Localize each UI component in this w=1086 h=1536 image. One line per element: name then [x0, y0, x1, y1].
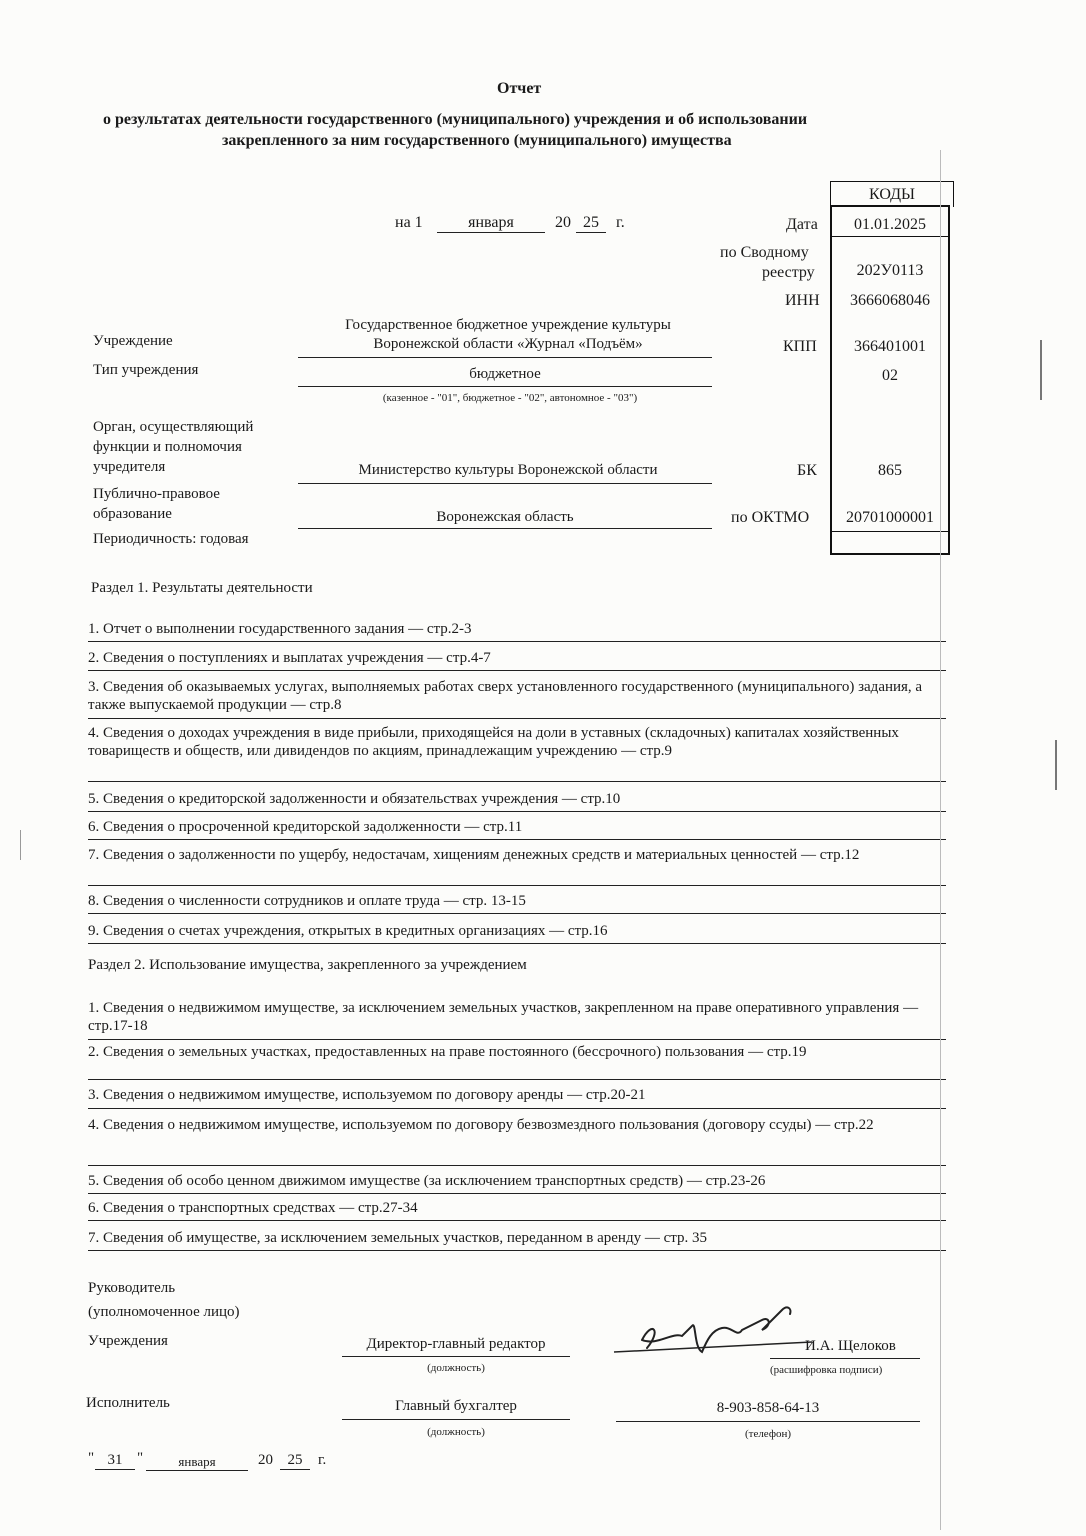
section1-item-5: 5. Сведения о кредиторской задолженности и обязательствах учреждения — стр.10	[88, 791, 621, 807]
entity-label-1: Публично-правовое	[93, 486, 220, 502]
section2-item-5: 5. Сведения об особо ценном движимом имуществе (за исключением транспортных средств) — стр.23-26	[88, 1173, 766, 1189]
section2-item-2: 2. Сведения о земельных участках, предоставленных на праве постоянного (бессрочного) пользования — стр.19	[88, 1044, 807, 1060]
date-prefix: на 1	[395, 214, 423, 231]
institution-name-1: Государственное бюджетное учреждение культуры	[345, 317, 671, 333]
head-label-1: Руководитель	[88, 1280, 176, 1296]
executor-phone: 8-903-858-64-13	[716, 1400, 820, 1416]
head-label-2: (уполномоченное лицо)	[88, 1304, 240, 1320]
institution-name-2: Воронежской области «Журнал «Подъём»	[373, 336, 643, 352]
scan-artifact-mark	[1040, 340, 1042, 400]
founder-label-1: Орган, осуществляющий	[93, 419, 254, 435]
type-value: бюджетное	[469, 366, 541, 382]
date-month: января	[437, 214, 545, 233]
registry-label-1: по Сводному	[720, 244, 809, 261]
report-subtitle-1: о результатах деятельности государственного (муниципального) учреждения и об использовании	[103, 111, 808, 128]
section1-item-6: 6. Сведения о просроченной кредиторской задолженности — стр.11	[88, 819, 523, 835]
inn-value: 3666068046	[850, 292, 930, 309]
institution-label: Учреждение	[93, 333, 173, 349]
section1-item-4: 4. Сведения о доходах учреждения в виде прибыли, приходящейся на доли в уставных (складочных) капиталах хозяйственных товариществ и обществ, или дивидендов по акциям, принадлежащим учреждению — стр.9	[88, 725, 899, 759]
report-subtitle-2: закрепленного за ним государственного (муниципального) имущества	[222, 132, 732, 149]
executor-phone-hint: (телефон)	[744, 1428, 792, 1440]
oktmo-value: 20701000001	[846, 509, 934, 526]
type-code-value: 02	[882, 367, 898, 384]
date-year: 25	[576, 214, 606, 233]
head-position-hint: (должность)	[427, 1362, 485, 1374]
report-title: Отчет	[497, 80, 542, 97]
founder-label-2: функции и полномочия	[93, 439, 242, 455]
section2-item-6: 6. Сведения о транспортных средствах — стр.27-34	[88, 1200, 418, 1216]
scan-artifact-mark	[1055, 740, 1057, 790]
head-name-hint: (расшифровка подписи)	[770, 1364, 883, 1376]
executor-label: Исполнитель	[86, 1395, 170, 1411]
founder-label-3: учредителя	[93, 459, 166, 475]
date-year-prefix: 20	[555, 214, 571, 231]
section1-item-9: 9. Сведения о счетах учреждения, открытых в кредитных организациях — стр.16	[88, 923, 608, 939]
scan-artifact-line	[940, 150, 941, 1530]
section2-item-3: 3. Сведения о недвижимом имуществе, используемом по договору аренды — стр.20-21	[88, 1087, 646, 1103]
sign-date-suffix: г.	[318, 1452, 327, 1468]
section2-item-7: 7. Сведения об имуществе, за исключением земельных участков, переданном в аренду — стр. 35	[88, 1230, 707, 1246]
type-hint: (казенное - "01", бюджетное - "02", автономное - "03")	[382, 392, 638, 404]
section1-item-1: 1. Отчет о выполнении государственного задания — стр.2-3	[88, 621, 472, 637]
section2-item-1: 1. Сведения о недвижимом имуществе, за исключением земельных участков, закрепленном на праве оперативного управления — стр.17-18	[88, 1000, 919, 1034]
type-label: Тип учреждения	[93, 362, 199, 378]
section2-item-4: 4. Сведения о недвижимом имуществе, используемом по договору безвозмездного пользования (договору ссуды) — стр.22	[88, 1117, 874, 1133]
scan-artifact-mark	[20, 830, 21, 860]
date-code-label: Дата	[786, 216, 818, 233]
head-label-3: Учреждения	[88, 1333, 168, 1349]
executor-position: Главный бухгалтер	[395, 1398, 517, 1414]
inn-label: ИНН	[785, 292, 820, 309]
executor-position-hint: (должность)	[427, 1426, 485, 1438]
codes-header: КОДЫ	[830, 181, 954, 207]
oktmo-label: по ОКТМО	[731, 509, 810, 526]
section1-title: Раздел 1. Результаты деятельности	[91, 580, 313, 596]
kpp-value: 366401001	[854, 338, 926, 355]
bk-value: 865	[878, 462, 902, 479]
section1-item-7: 7. Сведения о задолженности по ущербу, недостачам, хищениям денежных средств и материальных ценностей — стр.12	[88, 847, 860, 863]
date-code-value: 01.01.2025	[854, 216, 926, 233]
founder-value: Министерство культуры Воронежской области	[358, 462, 658, 478]
sign-date-month: января	[146, 1454, 248, 1471]
head-name: И.А. Щелоков	[805, 1338, 896, 1354]
section1-item-8: 8. Сведения о численности сотрудников и оплате труда — стр. 13-15	[88, 893, 526, 909]
kpp-label: КПП	[783, 338, 817, 355]
sign-date-year-prefix: 20	[258, 1452, 273, 1468]
sign-date-year: 25	[280, 1452, 310, 1470]
registry-label-2: реестру	[762, 264, 815, 281]
periodicity: Периодичность: годовая	[93, 531, 249, 547]
sign-date-day: 31	[95, 1452, 135, 1470]
section1-item-2: 2. Сведения о поступлениях и выплатах учреждения — стр.4-7	[88, 650, 491, 666]
date-suffix: г.	[616, 214, 625, 231]
head-position: Директор-главный редактор	[366, 1336, 546, 1352]
registry-value: 202У0113	[856, 262, 924, 279]
bk-label: БК	[797, 462, 817, 479]
section1-item-3: 3. Сведения об оказываемых услугах, выполняемых работах сверх установленного государственного (муниципального) задания, а также выпускаемой продукции — стр.8	[88, 679, 923, 713]
entity-label-2: образование	[93, 506, 172, 522]
section2-title: Раздел 2. Использование имущества, закрепленного за учреждением	[88, 957, 527, 973]
entity-value: Воронежская область	[436, 509, 574, 525]
